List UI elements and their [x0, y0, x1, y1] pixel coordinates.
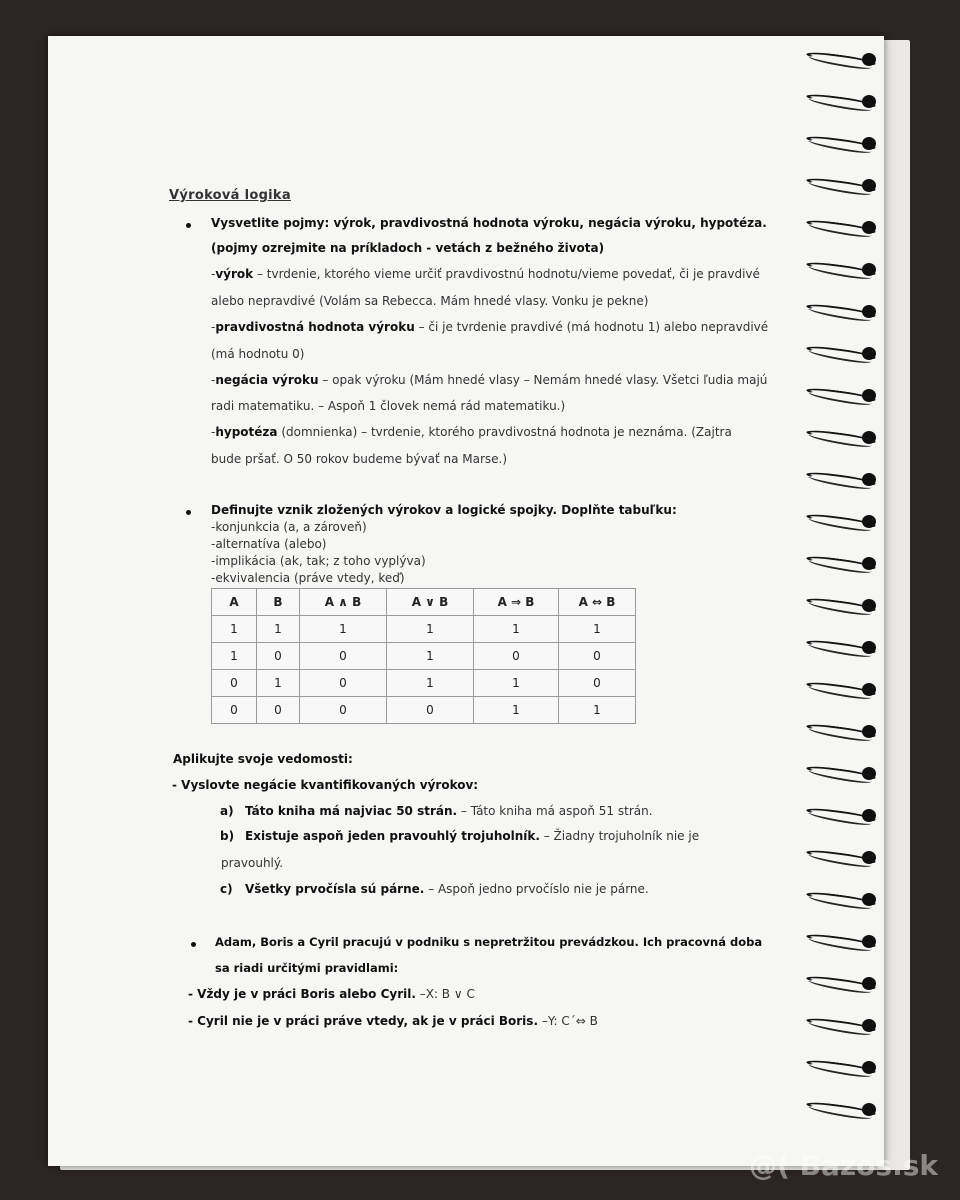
definition-hypoteza-cont: bude pršať. O 50 rokov budeme bývať na Marse.) [211, 452, 508, 466]
table-cell: 0 [300, 643, 387, 670]
table-cell: 0 [300, 697, 387, 724]
negation-item-a: Táto kniha má najviac 50 strán. – Táto kniha má aspoň 51 strán. [245, 804, 653, 818]
table-cell: 1 [474, 670, 559, 697]
table-cell: 1 [300, 616, 387, 643]
table-cell: 0 [257, 643, 300, 670]
workers-intro-line-1: Adam, Boris a Cyril pracujú v podniku s nepretržitou prevádzkou. Ich pracovná doba [215, 935, 763, 949]
page-title: Výroková logika [169, 188, 291, 203]
list-letter: b) [220, 829, 235, 843]
table-cell: 1 [559, 616, 636, 643]
definition-negacia-cont: radi matematiku. – Aspoň 1 človek nemá rád matematiku.) [211, 399, 566, 413]
table-cell: 1 [387, 643, 474, 670]
table-cell: 1 [474, 616, 559, 643]
definition-pravdivostna-hodnota: -pravdivostná hodnota výroku – či je tvrdenie pravdivé (má hodnotu 1) alebo nepravdivé [211, 320, 769, 334]
table-cell: 0 [212, 670, 257, 697]
negation-subheading: - Vyslovte negácie kvantifikovaných výrokov: [172, 778, 479, 792]
header-cell: A ∧ B [300, 589, 387, 616]
connective-item: -alternatíva (alebo) [211, 537, 327, 551]
table-cell: 0 [559, 643, 636, 670]
notebook-page [48, 36, 884, 1166]
connective-item: -ekvivalencia (práve vtedy, keď) [211, 571, 405, 585]
list-letter: a) [220, 804, 234, 818]
truth-table [211, 588, 636, 724]
table-cell: 0 [559, 670, 636, 697]
header-cell: A ⇔ B [559, 589, 636, 616]
definition-hypoteza: -hypotéza (domnienka) – tvrdenie, ktorého pravdivostná hodnota je neznáma. (Zajtra [211, 425, 732, 439]
negation-item-b: Existuje aspoň jeden pravouhlý trojuholník. – Žiadny trojuholník nie je [245, 829, 700, 843]
connective-item: -implikácia (ak, tak; z toho vyplýva) [211, 554, 426, 568]
table-cell: 1 [387, 670, 474, 697]
table-row [212, 670, 636, 697]
question-1-line-1: Vysvetlite pojmy: výrok, pravdivostná hodnota výroku, negácia výroku, hypotéza. [211, 216, 767, 230]
definition-pravdivostna-hodnota-cont: (má hodnotu 0) [211, 347, 305, 361]
workers-intro-line-2: sa riadi určitými pravidlami: [215, 961, 399, 975]
header-cell: A ∨ B [387, 589, 474, 616]
table-cell: 1 [212, 643, 257, 670]
rule-1: - Vždy je v práci Boris alebo Cyril. –X: B ∨ C [188, 987, 475, 1001]
apply-heading: Aplikujte svoje vedomosti: [173, 752, 353, 766]
table-cell: 1 [257, 670, 300, 697]
truth-table-header-row [212, 589, 636, 616]
table-cell: 1 [559, 697, 636, 724]
watermark-logo: @( Bazos.sk [749, 1149, 938, 1182]
table-cell: 0 [387, 697, 474, 724]
table-row [212, 616, 636, 643]
table-cell: 1 [212, 616, 257, 643]
question-1-line-2: (pojmy ozrejmite na príkladoch - vetách z bežného života) [211, 241, 605, 255]
table-row [212, 697, 636, 724]
bullet [186, 510, 191, 515]
table-cell: 0 [212, 697, 257, 724]
definition-negacia: -negácia výroku – opak výroku (Mám hnedé vlasy – Nemám hnedé vlasy. Všetci ľudia majú [211, 373, 768, 387]
page-content [48, 36, 884, 1166]
definition-vyrok: -výrok – tvrdenie, ktorého vieme určiť pravdivostnú hodnotu/vieme povedať, či je pravdivé [211, 267, 760, 281]
table-cell: 0 [474, 643, 559, 670]
bullet [191, 942, 196, 947]
question-2: Definujte vznik zložených výrokov a logické spojky. Doplňte tabuľku: [211, 503, 677, 517]
header-cell: A ⇒ B [474, 589, 559, 616]
header-cell: A [212, 589, 257, 616]
rule-2: - Cyril nie je v práci práve vtedy, ak je v práci Boris. –Y: C´⇔ B [188, 1014, 598, 1028]
table-cell: 0 [257, 697, 300, 724]
definition-vyrok-cont: alebo nepravdivé (Volám sa Rebecca. Mám hnedé vlasy. Vonku je pekne) [211, 294, 649, 308]
header-cell: B [257, 589, 300, 616]
bullet [186, 223, 191, 228]
negation-item-c: Všetky prvočísla sú párne. – Aspoň jedno prvočíslo nie je párne. [245, 882, 649, 896]
connective-item: -konjunkcia (a, a zároveň) [211, 520, 367, 534]
table-cell: 1 [387, 616, 474, 643]
negation-item-b-cont: pravouhlý. [221, 856, 284, 870]
list-letter: c) [220, 882, 233, 896]
table-row [212, 643, 636, 670]
table-cell: 1 [474, 697, 559, 724]
table-cell: 0 [300, 670, 387, 697]
table-cell: 1 [257, 616, 300, 643]
